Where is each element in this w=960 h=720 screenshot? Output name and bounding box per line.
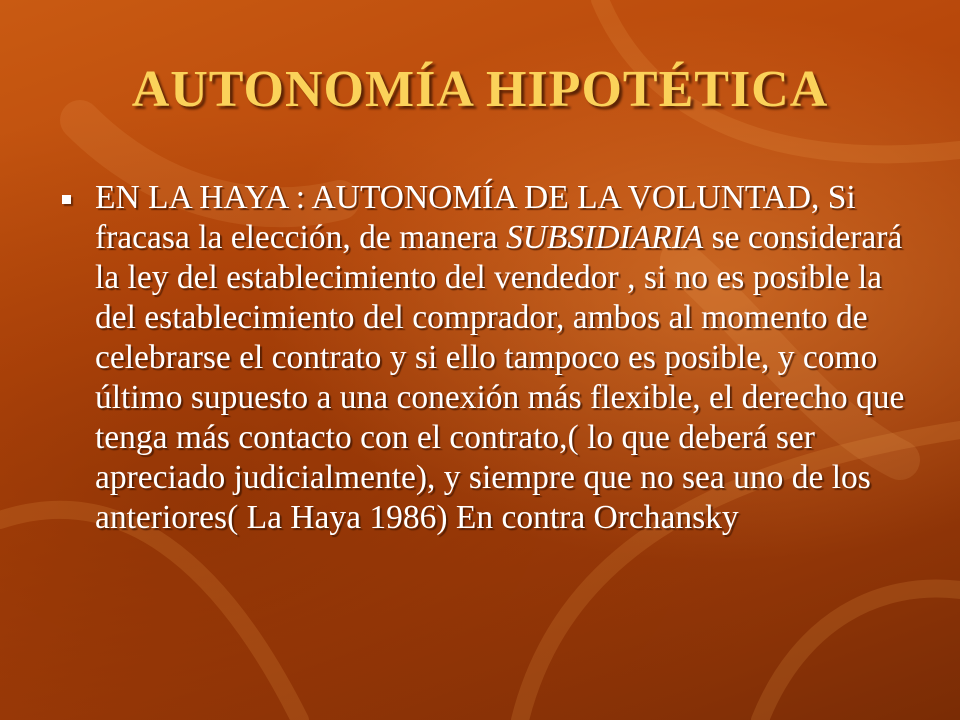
bullet-text-part2: se considerará la ley del establecimiento del vendedor , si no es posible la del establecimiento del comprador, ambos al momento de celebrarse el contrato y si ello tampoco es posible, y como último supuesto a una conexión más flexible, el derecho que tenga más contacto con el contrato,( lo que deberá ser apreciado judicialmente), y siempre que no sea uno de los anteriores( La Haya 1986) En contra Orchansky <box>95 219 905 536</box>
bullet-emphasis: SUBSIDIARIA <box>506 219 704 256</box>
bullet-item <box>62 178 912 538</box>
slide-title: AUTONOMÍA HIPOTÉTICA <box>131 61 829 118</box>
slide-body <box>62 178 912 538</box>
bullet-text-part1: EN LA HAYA : AUTONOMÍA DE LA VOLUNTAD, Si fracasa la elección, de manera <box>95 179 856 256</box>
square-bullet-icon <box>62 195 71 204</box>
bullet-text <box>95 178 912 538</box>
